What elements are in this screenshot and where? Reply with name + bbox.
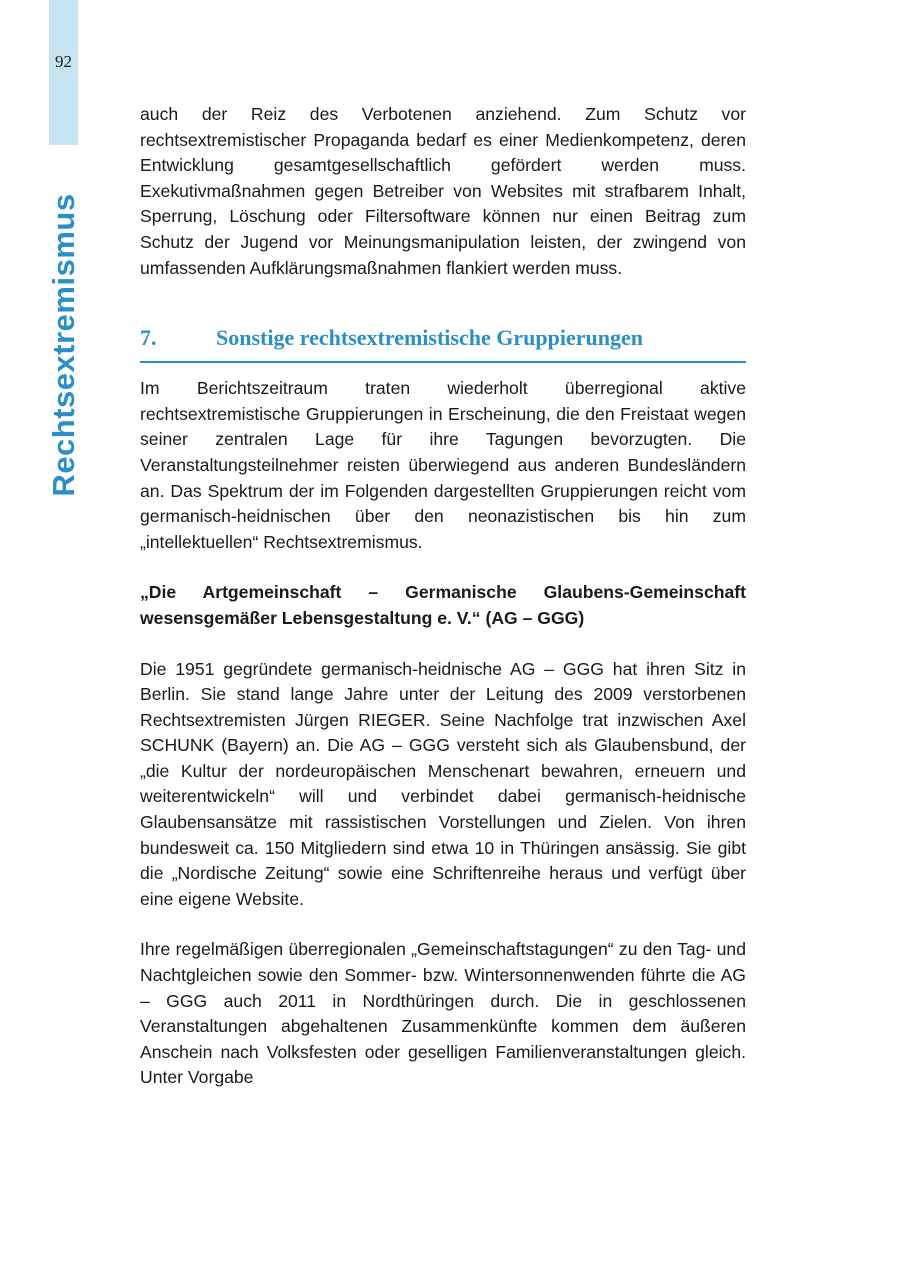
chapter-side-title: Rechtsextremismus [46,193,81,497]
intro-paragraph: auch der Reiz des Verbotenen anziehend. Zum Schutz vor rechtsextremistischer Propaganda bedarf es einer Medienkompetenz, deren Entwicklung gesamtgesellschaftlich gefördert werden muss. Exekutivmaßnahmen gegen Betreiber von Websites mit strafbarem Inhalt, Sperrung, Löschung oder Filtersoftware können nur einen Beitrag zum Schutz der Jugend vor Meinungsmanipulation leisten, der zwingend von umfassenden Aufklärungsmaßnahmen flankiert werden muss. [140,104,746,278]
subsection-heading: „Die Artgemeinschaft – Germanische Glaubens-Gemeinschaft wesensgemäßer Lebensgestaltung e. V.“ (AG – GGG) [140,582,746,628]
body-paragraph-ag-history: Die 1951 gegründete germanisch-heidnische AG – GGG hat ihren Sitz in Berlin. Sie stand lange Jahre unter der Leitung des 2009 verstorbenen Rechtsextremisten Jürgen RIEGER. Seine Nachfolge trat inzwischen Axel SCHUNK (Bayern) an. Die AG – GGG versteht sich als Glaubensbund, der „die Kultur der nordeuropäischen Menschenart bewahren, erneuern und weiterentwickeln“ will und verbindet dabei germanisch-heidnische Glaubensansätze mit rassistischen Vorstellungen und Zielen. Von ihren bundesweit ca. 150 Mitgliedern sind etwa 10 in Thüringen ansässig. Sie gibt die „Nordische Zeitung“ sowie eine Schriftenreihe heraus und verfügt über eine eigene Website. [140,658,746,909]
page-number: 92 [55,52,72,71]
section-number: 7. [140,325,157,351]
section-heading [140,324,746,363]
side-tab-band [49,0,78,145]
page-content [140,102,746,1091]
section-title: Sonstige rechtsextremistische Gruppierungen [216,325,643,351]
body-paragraph-ag-meetings: Ihre regelmäßigen überregionalen „Gemeinschaftstagungen“ zu den Tag- und Nachtgleichen sowie den Sommer- bzw. Wintersonnenwenden führte die AG – GGG auch 2011 in Nordthüringen durch. Die in geschlossenen Veranstaltungen abgehaltenen Zusammenkünfte kommen dem äußeren Anschein nach Volksfesten oder geselligen Familienveranstaltungen gleich. Unter Vorgabe [140,939,746,1088]
section-intro-paragraph: Im Berichtszeitraum traten wiederholt überregional aktive rechtsextremistische Gruppierungen in Erscheinung, die den Freistaat wegen seiner zentralen Lage für ihre Tagungen bevorzugten. Die Veranstaltungsteilnehmer reisten überwiegend aus anderen Bundesländern an. Das Spektrum der im Folgenden dargestellten Gruppierungen reicht vom germanisch-heidnischen über den neonazistischen bis hin zum „intellektuellen“ Rechtsextremismus. [140,378,746,552]
